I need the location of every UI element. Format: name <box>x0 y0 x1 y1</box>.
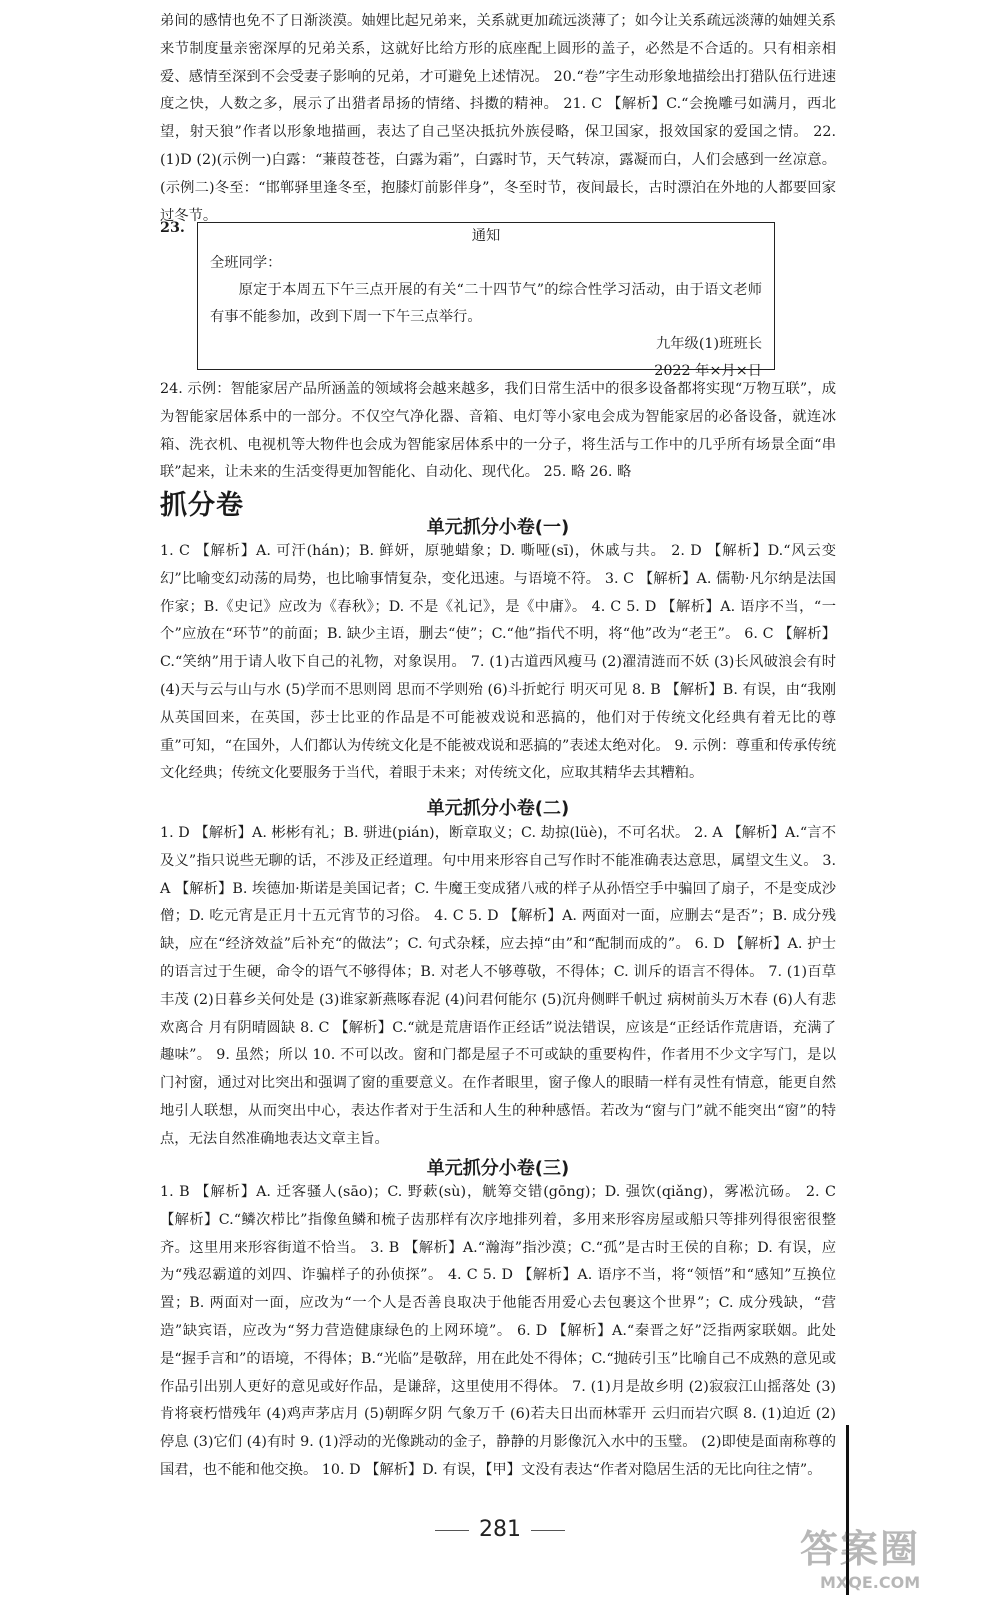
unit-answers-3: 1. B 【解析】A. 迁客骚人(sāo)；C. 野蔌(sù)，觥筹交错(gōng)；D. 强饮(qiǎng)，雾凇沆砀。 2. C 【解析】C.“鳞次栉比”指像鱼鳞和梳子齿那样有次序地排列着，多用来形容房屋或船只等排列得很密很整齐。这里用来形容街道不恰当。 3. B 【解析】A.“瀚海”指沙漠；C.“孤”是古时王侯的自称；D. 有误，应为“残忍霸道的刘四、诈骗样子的孙侦探”。 4. C 5. D 【解析】A. 语序不当，将“领悟”和“感知”互换位置；B. 两面对一面，应改为“一个人是否善良取决于他能否用爱心去包裹这个世界”；C. 成分残缺，“营造”缺宾语，应改为“努力营造健康绿色的上网环境”。 6. D 【解析】A.“秦晋之好”泛指两家联姻。此处是“握手言和”的语境，不得体；B.“光临”是敬辞，用在此处不得体；C.“抛砖引玉”比喻自己不成熟的意见或作品引出别人更好的意见或好作品，是谦辞，这里使用不得体。 7. (1)月是故乡明 (2)寂寂江山摇落处 (3)肯将衰朽惜残年 (4)鸡声茅店月 (5)朝晖夕阴 气象万千 (6)若夫日出而林霏开 云归而岩穴暝 8. (1)迫近 (2)停息 (3)它们 (4)有时 9. (1)浮动的光像跳动的金子，静静的月影像沉入水中的玉璧。 (2)即使是面南称尊的国君，也不能和他交换。 10. D 【解析】D. 有误，【甲】文没有表达“作者对隐居生活的无比向往之情”。 <box>160 1184 836 1478</box>
notice-title: 通知 <box>471 228 501 244</box>
watermark-url: MXQE.COM <box>820 1573 921 1592</box>
watermark-logo <box>800 1518 990 1598</box>
notice-body: 原定于本周五下午三点开展的有关“二十四节气”的综合性学习活动，由于语文老师有事不能参加，改到下周一下午三点举行。 <box>210 282 762 325</box>
page-number-value: 281 <box>479 1517 521 1542</box>
unit-title-1: 单元抓分小卷(一) <box>426 517 570 538</box>
notice-date: 2022 年×月×日 <box>654 363 762 379</box>
unit-title-3: 单元抓分小卷(三) <box>426 1158 570 1179</box>
page-number-dash-right <box>531 1530 565 1531</box>
answer-paragraph-24: 24. 示例：智能家居产品所涵盖的领域将会越来越多，我们日常生活中的很多设备都将实现“万物互联”，成为智能家居体系中的一部分。不仅空气净化器、音箱、电灯等小家电会成为智能家居的必备设备，就连冰箱、洗衣机、电视机等大物件也会成为智能家居体系中的一分子，将生活与工作中的几乎所有场景全面“串联”起来，让未来的生活变得更加智能化、自动化、现代化。 25. 略 26. 略 <box>160 381 836 481</box>
notice-box <box>197 222 775 379</box>
watermark-logo-text: 答案圈 <box>800 1527 921 1571</box>
answer-paragraph-top: 弟间的感情也免不了日渐淡漠。妯娌比起兄弟来，关系就更加疏远淡薄了；如今让关系疏远淡薄的妯娌关系来节制度量亲密深厚的兄弟关系，这就好比给方形的底座配上圆形的盖子，必然是不合适的。只有相亲相爱、感情至深到不会受妻子影响的兄弟，才可避免上述情况。 20.“卷”字生动形象地描绘出打猎队伍行进速度之快，人数之多，展示了出猎者昂扬的情绪、抖擞的精神。 21. C 【解析】C.“会挽雕弓如满月，西北望，射天狼”作者以形象地描画，表达了自己坚决抵抗外族侵略，保卫国家，报效国家的爱国之情。 22. (1)D (2)(示例一)白露：“蒹葭苍苍，白露为霜”，白露时节，天气转凉，露凝而白，人们会感到一丝凉意。(示例二)冬至：“邯郸驿里逢冬至，抱膝灯前影伴身”，冬至时节，夜间最长，古时漂泊在外地的人都要回家过冬节。 <box>160 13 836 224</box>
unit-answers-2: 1. D 【解析】A. 彬彬有礼；B. 骈进(pián)，断章取义；C. 劫掠(lüè)，不可名状。 2. A 【解析】A.“言不及义”指只说些无聊的话，不涉及正经道理。句中用来形容自己写作时不能准确表达意思，属望文生义。 3. A 【解析】B. 埃德加·斯诺是美国记者；C. 牛魔王变成猪八戒的样子从孙悟空手中骗回了扇子，不是变成沙僧；D. 吃元宵是正月十五元宵节的习俗。 4. C 5. D 【解析】A. 两面对一面，应删去“是否”；B. 成分残缺，应在“经济效益”后补充“的做法”；C. 句式杂糅，应去掉“由”和“配制而成的”。 6. D 【解析】A. 护士的语言过于生硬，命令的语气不够得体；B. 对老人不够尊敬，不得体；C. 训斥的语言不得体。 7. (1)百草丰茂 (2)日暮乡关何处是 (3)谁家新燕啄春泥 (4)问君何能尔 (5)沉舟侧畔千帆过 病树前头万木春 (6)人有悲欢离合 月有阴晴圆缺 8. C 【解析】C.“就是荒唐语作正经话”说法错误，应该是“正经话作荒唐语，充满了趣味”。 9. 虽然；所以 10. 不可以改。窗和门都是屋子不可或缺的重要构件，作者用不少文字写门，是以门衬窗，通过对比突出和强调了窗的重要意义。在作者眼里，窗子像人的眼睛一样有灵性有情意，能更自然地引人联想，从而突出中心，表达作者对于生活和人生的种种感悟。若改为“窗与门”就不能突出“窗”的特点，无法自然准确地表达文章主旨。 <box>160 825 836 1147</box>
unit-answers-1: 1. C 【解析】A. 可汗(hán)；B. 鲜妍，原驰蜡象；D. 嘶哑(sī)，休戚与共。 2. D 【解析】D.“风云变幻”比喻变幻动荡的局势，也比喻事情复杂，变化迅速。与语境不符。 3. C 【解析】A. 儒勒·凡尔纳是法国作家；B.《史记》应改为《春秋》；D. 不是《礼记》，是《中庸》。 4. C 5. D 【解析】A. 语序不当，“一个”应放在“环节”的前面；B. 缺少主语，删去“使”；C.“他”指代不明，将“他”改为“老王”。 6. C 【解析】C.“笑纳”用于请人收下自己的礼物，对象误用。 7. (1)古道西风瘦马 (2)濯清涟而不妖 (3)长风破浪会有时 (4)天与云与山与水 (5)学而不思则罔 思而不学则殆 (6)斗折蛇行 明灭可见 8. B 【解析】B. 有误，由“我刚从英国回来，在英国，莎士比亚的作品是不可能被戏说和恶搞的，他们对于传统文化经典有着无比的尊重”可知，“在国外，人们都认为传统文化是不能被戏说和恶搞的”表述太绝对化。 9. 示例：尊重和传承传统文化经典；传统文化要服务于当代，着眼于未来；对传统文化，应取其精华去其糟粕。 <box>160 543 836 782</box>
notice-salutation: 全班同学： <box>210 255 282 271</box>
page-number-dash-left <box>435 1530 469 1531</box>
unit-title-2: 单元抓分小卷(二) <box>426 798 570 819</box>
section-title: 抓分卷 <box>160 490 244 521</box>
notice-signature: 九年级(1)班班长 <box>655 336 762 352</box>
question-23-number: 23. <box>160 220 185 236</box>
